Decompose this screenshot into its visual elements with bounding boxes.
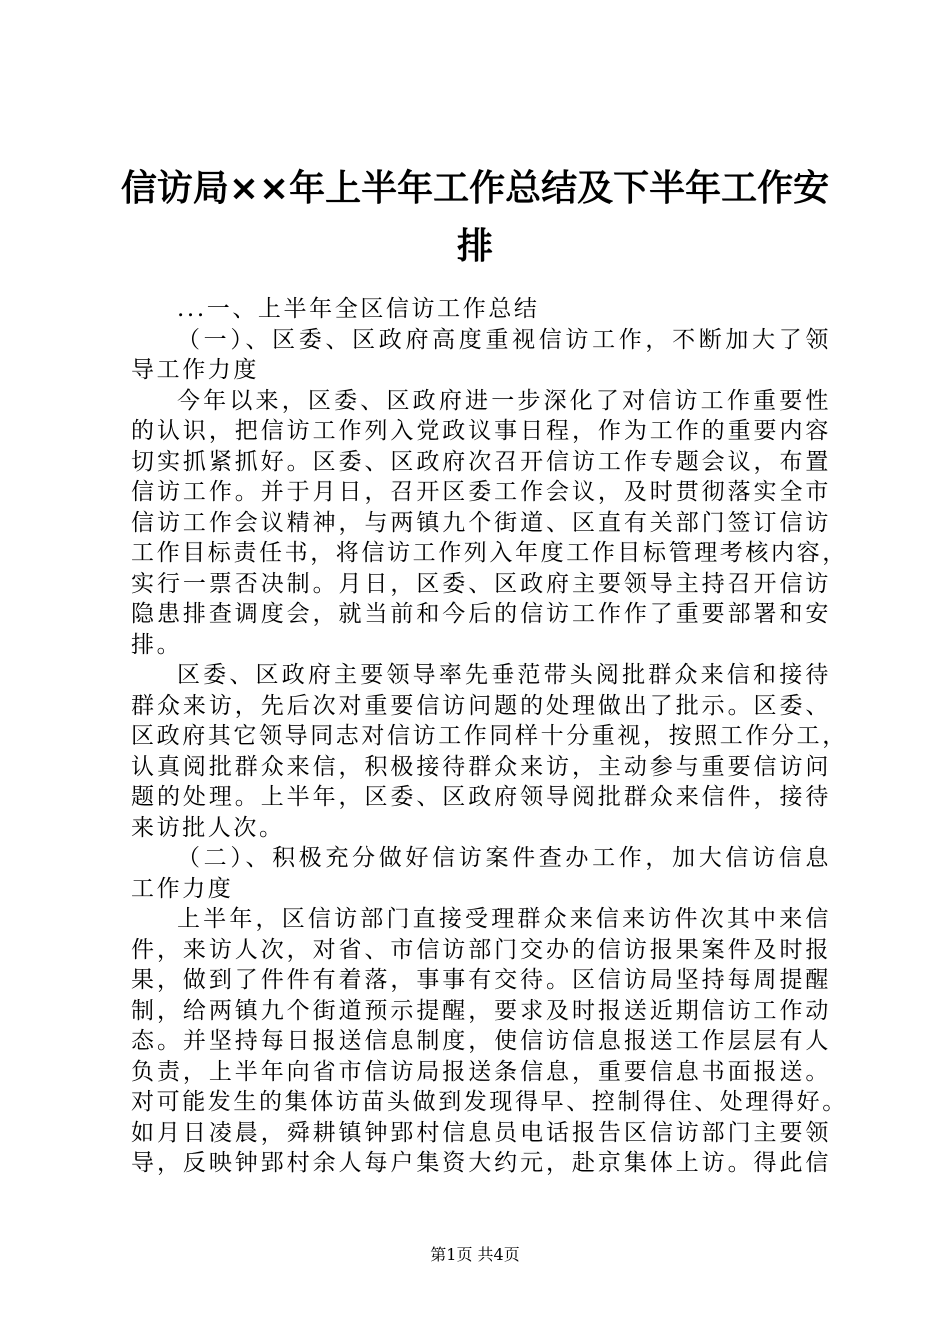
paragraph-line: 信访工作会议精神，与两镇九个街道、区直有关部门签订信访 <box>131 509 831 536</box>
paragraph-line: 工作目标责任书，将信访工作列入年度工作目标管理考核内容， <box>131 540 848 566</box>
paragraph-line: 导，反映钟郢村余人每户集资大约元，赴京集体上访。得此信 <box>131 1150 831 1176</box>
paragraph-line: 如月日凌晨，舜耕镇钟郢村信息员电话报告区信访部门主要领 <box>131 1119 831 1146</box>
document-title <box>120 160 830 276</box>
paragraph-line: 对可能发生的集体访苗头做到发现得早、控制得住、处理得好。 <box>131 1089 848 1115</box>
paragraph-line: 上半年，区信访部门直接受理群众来信来访件次其中来信 <box>177 906 831 932</box>
paragraph-line: 件，来访人次，对省、市信访部门交办的信访报果案件及时报 <box>131 936 831 963</box>
subsection-heading: （二）、积极充分做好信访案件查办工作，加大信访信息 <box>177 845 831 871</box>
paragraph-line: 的认识，把信访工作列入党政议事日程，作为工作的重要内容 <box>131 418 831 444</box>
page-footer: 第1页 共4页 <box>430 1245 520 1264</box>
paragraph-line: 隐患排查调度会，就当前和今后的信访工作作了重要部署和安 <box>131 601 831 627</box>
subsection-heading: （一）、区委、区政府高度重视信访工作，不断加大了领 <box>177 326 831 353</box>
subsection-heading-cont: 工作力度 <box>131 875 234 902</box>
paragraph-line: 果，做到了件件有着落，事事有交待。区信访局坚持每周提醒 <box>131 967 831 993</box>
paragraph-line: 排。 <box>131 631 183 658</box>
paragraph-line: 态。并坚持每日报送信息制度，使信访信息报送工作层层有人 <box>131 1028 831 1054</box>
paragraph-line: 区委、区政府主要领导率先垂范带头阅批群众来信和接待 <box>177 662 831 688</box>
paragraph-line: 今年以来，区委、区政府进一步深化了对信访工作重要性 <box>177 387 831 414</box>
paragraph-line: 来访批人次。 <box>131 814 285 841</box>
paragraph-line: 信访工作。并于月日，召开区委工作会议，及时贯彻落实全市 <box>131 479 831 505</box>
title-line-1: 信访局××年上半年工作总结及下半年工作安 <box>120 168 830 209</box>
paragraph-line: 负责，上半年向省市信访局报送条信息，重要信息书面报送。 <box>131 1058 831 1085</box>
paragraph-line: 区政府其它领导同志对信访工作同样十分重视，按照工作分工， <box>131 723 848 749</box>
paragraph-line: 题的处理。上半年，区委、区政府领导阅批群众来信件，接待 <box>131 784 831 810</box>
section-heading: ...一、上半年全区信访工作总结 <box>177 296 540 322</box>
paragraph-line: 切实抓紧抓好。区委、区政府次召开信访工作专题会议，布置 <box>131 448 831 475</box>
paragraph-line: 认真阅批群众来信，积极接待群众来访，主动参与重要信访问 <box>131 753 831 780</box>
document-body <box>131 294 848 1179</box>
title-line-2: 排 <box>456 226 493 267</box>
subsection-heading-cont: 导工作力度 <box>131 357 259 383</box>
paragraph-line: 群众来访，先后次对重要信访问题的处理做出了批示。区委、 <box>131 692 831 719</box>
paragraph-line: 实行一票否决制。月日，区委、区政府主要领导主持召开信访 <box>131 570 831 597</box>
paragraph-line: 制，给两镇九个街道预示提醒，要求及时报送近期信访工作动 <box>131 997 831 1024</box>
